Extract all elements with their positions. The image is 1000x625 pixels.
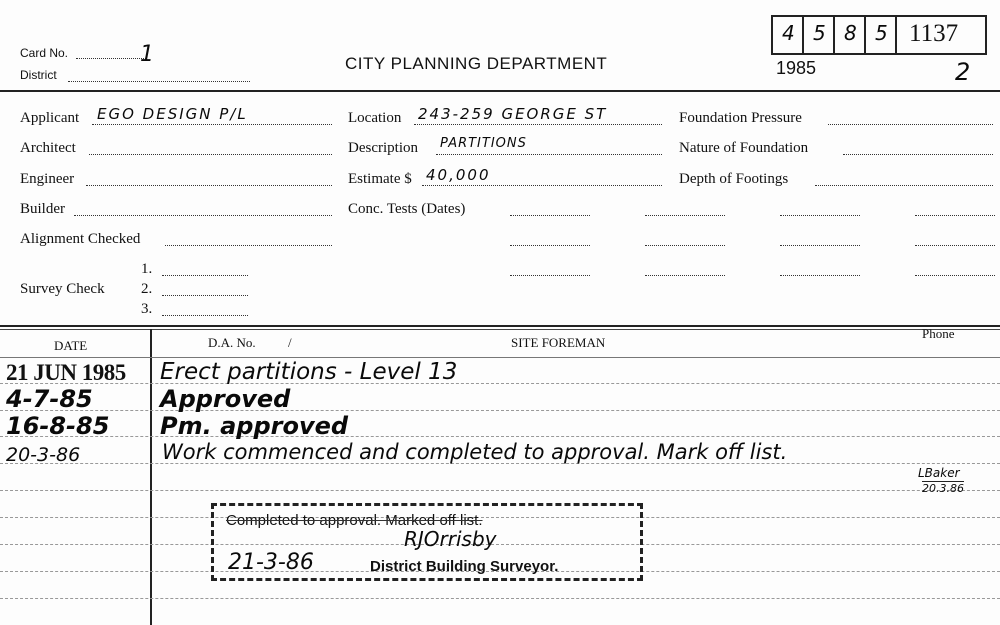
district-line xyxy=(68,81,250,82)
entry-date-3: 16-8-85 xyxy=(6,412,110,440)
survey-num-3: 3. xyxy=(141,301,153,317)
entry-text-1: Erect partitions - Level 13 xyxy=(160,359,458,385)
col-site-foreman: SITE FOREMAN xyxy=(511,335,606,350)
foundation-pressure-line xyxy=(828,124,993,125)
builder-line xyxy=(74,215,332,216)
estimate-label: Estimate $ xyxy=(348,171,412,187)
col-slash: / xyxy=(288,335,292,350)
conc-blank xyxy=(915,245,995,246)
survey-num-2: 2. xyxy=(141,281,153,297)
conc-blank xyxy=(645,275,725,276)
ref-digit-3: 8 xyxy=(844,21,857,45)
conc-blank xyxy=(780,275,860,276)
depth-footings-line xyxy=(815,185,993,186)
ref-digit-box-3 xyxy=(833,15,866,55)
ref-digit-1: 4 xyxy=(782,21,795,45)
year: 1985 xyxy=(776,58,817,78)
location-label: Location xyxy=(348,110,402,126)
alignment-label: Alignment Checked xyxy=(20,231,141,247)
year-hand: 2 xyxy=(955,58,971,86)
conc-blank xyxy=(510,275,590,276)
location-value: 243-259 GEORGE ST xyxy=(418,105,608,123)
estimate-value: 40,000 xyxy=(426,166,491,184)
entry-text-2: Approved xyxy=(160,385,291,413)
stamp-signature: RJOrrisby xyxy=(404,527,497,551)
conc-blank xyxy=(645,215,725,216)
conc-tests-label: Conc. Tests (Dates) xyxy=(348,201,466,217)
conc-blank xyxy=(645,245,725,246)
row-line xyxy=(0,410,1000,411)
district-label: District xyxy=(20,68,57,82)
row-line xyxy=(0,436,1000,437)
architect-line xyxy=(89,154,332,155)
row-line xyxy=(0,598,1000,599)
engineer-label: Engineer xyxy=(20,171,75,187)
applicant-line xyxy=(92,124,332,125)
entry-date-2: 4-7-85 xyxy=(6,385,93,413)
conc-blank xyxy=(915,215,995,216)
applicant-label: Applicant xyxy=(20,110,80,126)
architect-label: Architect xyxy=(20,140,76,156)
ref-number-box xyxy=(895,15,987,55)
col-da-no: D.A. No. xyxy=(208,335,256,350)
nature-foundation-line xyxy=(843,154,993,155)
survey-num-1: 1. xyxy=(141,261,153,277)
description-value: PARTITIONS xyxy=(440,136,527,151)
date-column-rule xyxy=(150,329,152,625)
nature-foundation-label: Nature of Foundation xyxy=(679,140,809,156)
col-phone: Phone xyxy=(922,326,955,341)
log-top-rule xyxy=(0,325,1000,327)
card-no-line xyxy=(76,58,146,59)
ref-digit-box-1 xyxy=(771,15,804,55)
entry-text-3: Pm. approved xyxy=(160,412,349,440)
col-date: DATE xyxy=(54,338,88,353)
location-line xyxy=(414,124,662,125)
approval-stamp xyxy=(211,503,643,581)
row-line xyxy=(0,357,1000,358)
page-title: CITY PLANNING DEPARTMENT xyxy=(345,54,608,73)
description-label: Description xyxy=(348,140,418,156)
row-line xyxy=(0,383,1000,384)
entry-date-4: 20-3-86 xyxy=(6,444,81,466)
ref-number: 1137 xyxy=(909,20,959,47)
stamp-title: District Building Surveyor. xyxy=(370,558,559,575)
depth-footings-label: Depth of Footings xyxy=(679,171,789,187)
conc-blank xyxy=(510,245,590,246)
stamp-date: 21-3-86 xyxy=(228,550,314,575)
survey-label: Survey Check xyxy=(20,281,105,297)
foundation-pressure-label: Foundation Pressure xyxy=(679,110,802,126)
ref-digit-box-4 xyxy=(864,15,897,55)
card-no-value: 1 xyxy=(140,42,154,67)
header-rule xyxy=(0,90,1000,92)
survey-line-3 xyxy=(162,315,248,316)
conc-blank xyxy=(915,275,995,276)
conc-blank xyxy=(780,215,860,216)
stamp-line-1: Completed to approval. Marked off list. xyxy=(226,512,483,529)
signature-baker-date: 20.3.86 xyxy=(922,482,964,495)
alignment-line xyxy=(165,245,332,246)
survey-line-2 xyxy=(162,295,248,296)
card-no-label: Card No. xyxy=(20,46,69,60)
applicant-value: EGO DESIGN P/L xyxy=(97,105,248,123)
conc-blank xyxy=(510,215,590,216)
entry-date-1: 21 JUN 1985 xyxy=(6,360,126,385)
ref-digit-4: 5 xyxy=(875,21,888,45)
entry-text-4: Work commenced and completed to approval. Mark off list. xyxy=(162,440,788,464)
row-line xyxy=(0,490,1000,491)
builder-label: Builder xyxy=(20,201,65,217)
ref-digit-box-2 xyxy=(802,15,835,55)
ref-digit-2: 5 xyxy=(813,21,826,45)
conc-blank xyxy=(780,245,860,246)
signature-baker: LBaker xyxy=(918,466,960,480)
estimate-line xyxy=(422,185,662,186)
description-line xyxy=(436,154,662,155)
survey-line-1 xyxy=(162,275,248,276)
engineer-line xyxy=(86,185,332,186)
